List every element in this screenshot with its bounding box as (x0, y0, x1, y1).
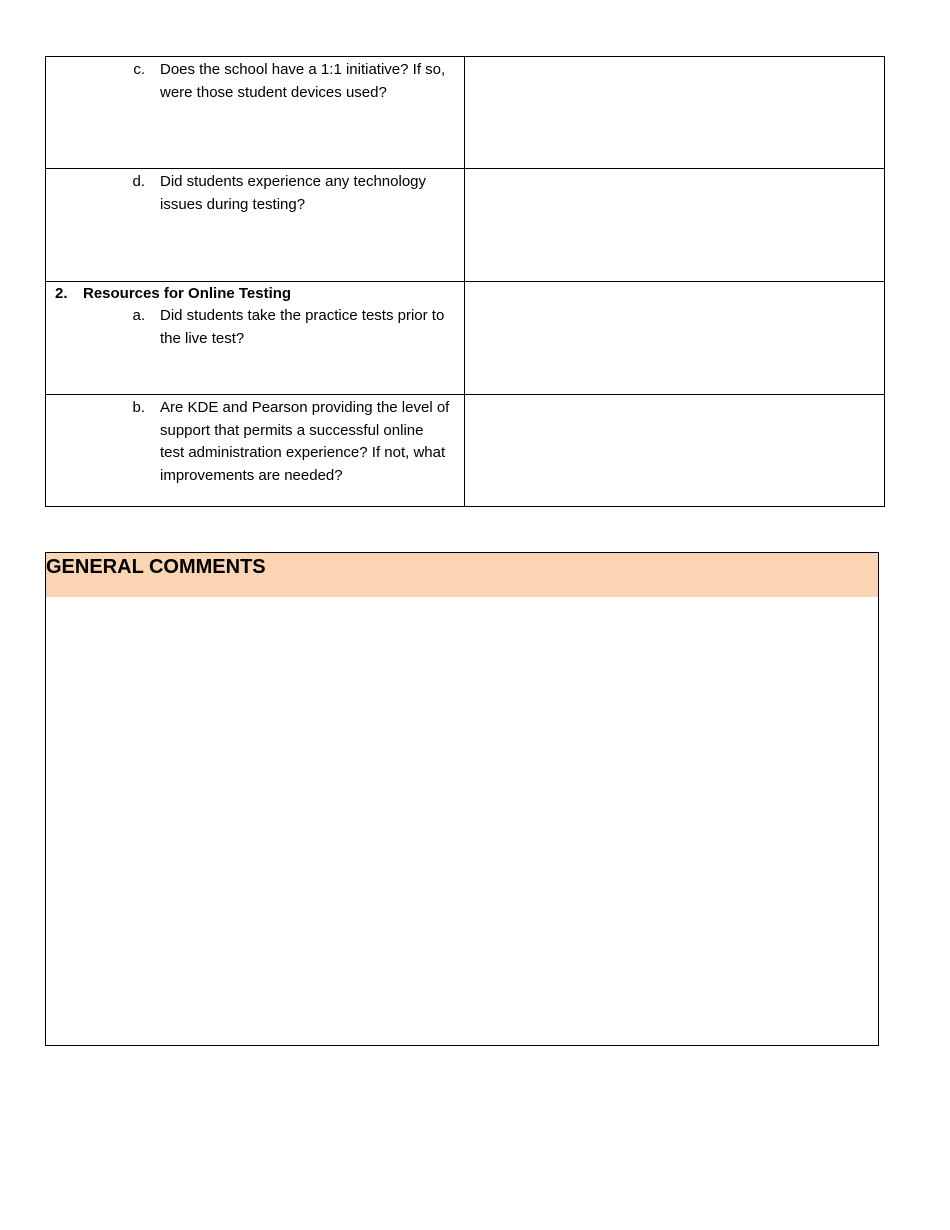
question-cell-2b (46, 395, 465, 507)
question-text-2a: Did students take the practice tests prior to the live test? (160, 307, 445, 347)
general-comments-heading: GENERAL COMMENTS (46, 553, 878, 597)
general-comments-field[interactable] (46, 597, 878, 1045)
question-cell-c (46, 57, 465, 169)
question-row-2b (46, 395, 885, 507)
question-row-d (46, 169, 885, 282)
question-row-c (46, 57, 885, 169)
question-row-2a (46, 282, 885, 395)
general-comments-section (45, 552, 879, 1046)
question-text-d: Did students experience any technology issues during testing? (160, 173, 427, 213)
question-letter-d: d. (132, 173, 145, 190)
answer-field-2b[interactable] (465, 395, 885, 507)
survey-question-table (45, 56, 885, 507)
question-cell-d (46, 169, 465, 282)
question-text-c: Does the school have a 1:1 initiative? If so, were those student devices used? (160, 61, 446, 101)
question-letter-2b: b. (132, 399, 145, 416)
answer-field-c[interactable] (465, 57, 885, 169)
answer-field-2a[interactable] (465, 282, 885, 395)
section-number: 2. (55, 285, 68, 302)
question-letter-c: c. (133, 61, 145, 78)
question-text-2b: Are KDE and Pearson providing the level of support that permits a successful online test administration experience? If not, what improvements are needed? (160, 399, 450, 484)
question-letter-2a: a. (132, 307, 145, 324)
question-cell-2a (46, 282, 465, 395)
section-heading-2 (46, 282, 464, 305)
answer-field-d[interactable] (465, 169, 885, 282)
section-title: Resources for Online Testing (83, 285, 292, 302)
